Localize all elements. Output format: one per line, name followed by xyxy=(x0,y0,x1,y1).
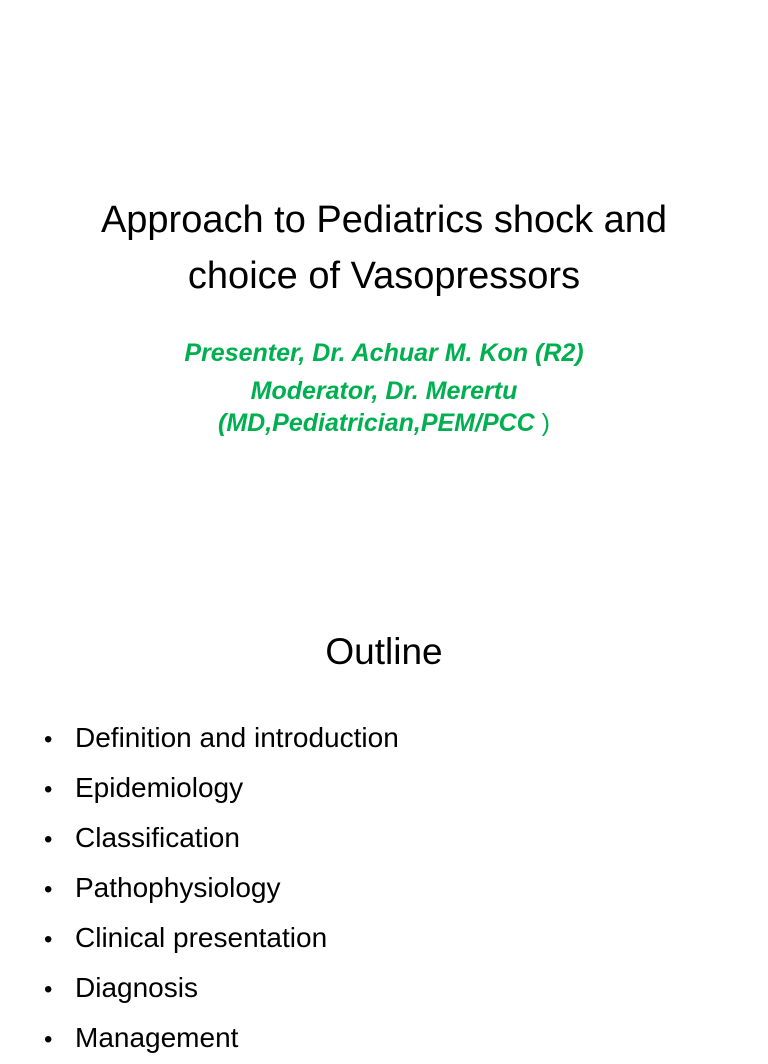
list-item-text: Definition and introduction xyxy=(75,722,399,753)
list-item-text: Classification xyxy=(75,822,240,853)
list-item xyxy=(44,714,399,764)
title-line-2: choice of Vasopressors xyxy=(187,255,581,297)
bullet-icon: • xyxy=(44,776,53,803)
bullet-icon: • xyxy=(44,826,53,853)
list-item-text: Management xyxy=(75,1022,239,1053)
list-item-text: Epidemiology xyxy=(75,772,244,803)
presentation-title xyxy=(0,192,768,304)
bullet-icon: • xyxy=(44,1026,53,1053)
credentials-close-paren: ) xyxy=(541,409,550,437)
moderator-line: Moderator, Dr. Merertu xyxy=(250,377,518,405)
credentials-text: (MD,Pediatrician,PEM/PCC xyxy=(218,409,542,437)
outline-slide xyxy=(0,576,768,1053)
list-item xyxy=(44,864,399,914)
title-line-1: Approach to Pediatrics shock and xyxy=(100,199,668,241)
list-item-text: Clinical presentation xyxy=(75,922,328,953)
list-item-text: Diagnosis xyxy=(75,972,198,1003)
presenter-line: Presenter, Dr. Achuar M. Kon (R2) xyxy=(184,339,584,367)
list-item xyxy=(44,964,399,1014)
bullet-icon: • xyxy=(44,876,53,903)
list-item xyxy=(44,764,399,814)
list-item xyxy=(44,914,399,964)
outline-title: Outline xyxy=(325,631,443,672)
outline-list xyxy=(44,714,399,1064)
list-item xyxy=(44,814,399,864)
list-item xyxy=(44,1014,399,1064)
moderator-credentials xyxy=(0,408,768,438)
presenter-info xyxy=(0,334,768,438)
bullet-icon: • xyxy=(44,726,53,753)
bullet-icon: • xyxy=(44,976,53,1003)
list-item-text: Pathophysiology xyxy=(75,872,281,903)
bullet-icon: • xyxy=(44,926,53,953)
